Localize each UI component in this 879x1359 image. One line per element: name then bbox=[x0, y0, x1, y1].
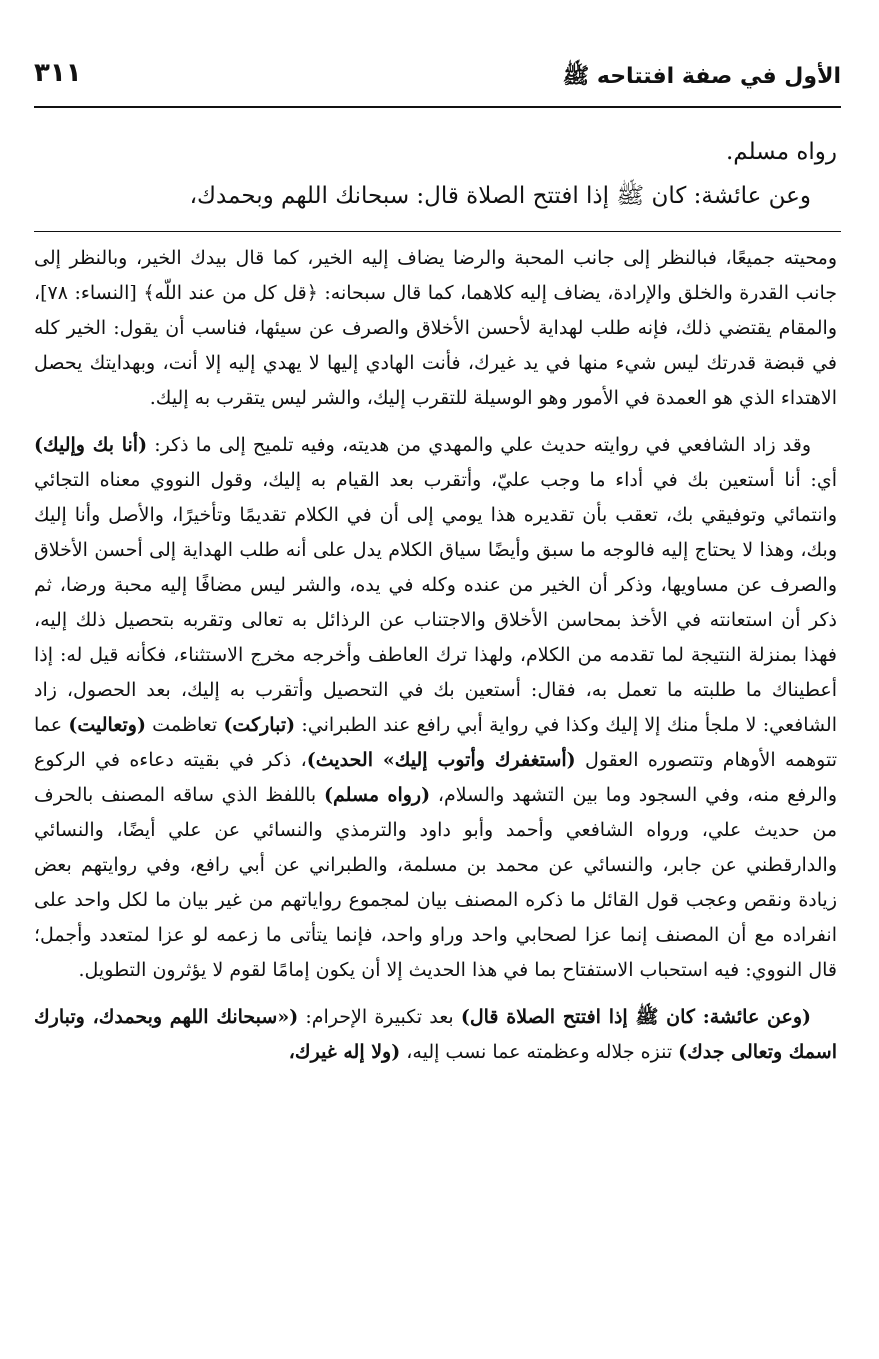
commentary-text: بعد تكبيرة الإحرام: bbox=[298, 1006, 461, 1028]
main-text-line: رواه مسلم. bbox=[725, 139, 837, 165]
commentary-text: تعاظمت bbox=[145, 714, 224, 736]
header-divider bbox=[34, 106, 841, 108]
quoted-phrase: (وتعاليت) bbox=[68, 714, 146, 736]
commentary-text: باللفظ الذي ساقه المصنف بالحرف من حديث علي، ورواه الشافعي وأحمد وأبو داود والترمذي والنسائي عن علي أيضًا، والنسائي والدارقطني عن جابر، والنسائي عن محمد بن مسلمة، والطبراني عن أبي رافع، وفي روايتهم بعض زيادة ونقص وعجب قول القائل ما ذكره المصنف بيان لمجموع رواياتهم من غير بيان ما لكل واحد على انفراده مع أن المصنف إنما عزا لصحابي واحد وراو واحد، فإنما يتأتى ما زعمه لو عزا لمتعدد وأجمل؛ قال النووي: فيه استحباب الاستفتاح بما في هذا الحديث إلا أن يكون إمامًا لقوم لا يؤثرون التطويل. bbox=[34, 784, 837, 981]
commentary-text: ، ذكر في بقيته دعاءه في الركوع والرفع منه، وفي السجود وما بين التشهد والسلام، bbox=[34, 749, 837, 806]
commentary-text: عما تتوهمه الأوهام وتتصوره العقول bbox=[34, 714, 837, 771]
running-title: الأول في صفة افتتاحه ﷺ bbox=[562, 64, 841, 89]
quoted-phrase: (وعن عائشة: كان ﷺ إذا افتتح الصلاة قال) bbox=[460, 1006, 811, 1028]
quoted-phrase: (تباركت) bbox=[223, 714, 296, 736]
page-header bbox=[34, 58, 841, 104]
quoted-phrase: (أستغفرك وأتوب إليك» الحديث) bbox=[306, 749, 576, 771]
main-text bbox=[34, 130, 837, 218]
commentary-text: تنزه جلاله وعظمته عما نسب إليه، bbox=[400, 1041, 679, 1063]
page-number: ٣١١ bbox=[34, 58, 82, 88]
commentary-paragraph-2 bbox=[34, 428, 837, 988]
commentary-paragraph-1: ومحيته جميعًا، فبالنظر إلى جانب المحبة والرضا يضاف إليه الخير، كما قال بيدك الخير، وبالنظر إلى جانب القدرة والخلق والإرادة، يضاف إليه كلاهما، كما قال سبحانه: ﴿قل كل من عند اللّه﴾ [النساء: ٧٨]، والمقام يقتضي ذلك، فإنه طلب لهداية لأحسن الأخلاق والصرف عن سيئها، فناسب أن يقول: الخير كله في قبضة قدرتك ليس شيء منها في يد غيرك، فأنت الهادي إليها لا يهدي إليه إلا أنت، وبهدايتك يحصل الاهتداء الذي هو العمدة في الأمور وهو الوسيلة للتقرب إليك، والشر ليس يتقرب به إليك. bbox=[34, 247, 837, 409]
quoted-phrase: (رواه مسلم) bbox=[324, 784, 431, 806]
commentary-text: وقد زاد الشافعي في روايته حديث علي والمهدي من هديته، وفيه تلميح إلى ما ذكر: bbox=[147, 434, 811, 456]
commentary-text: أي: أنا أستعين بك في أداء ما وجب عليّ، وأتقرب بعد القيام به إليك، وقول النووي معناه التجائي وانتمائي وتوفيقي بك، تعقب بأن تقديره هذا يومي إلى أن في الكلام تقديمًا وتأخيرًا، والأصل وأنا إليك وبك، وهذا لا يحتاج إليه فالوجه ما سبق وأيضًا سياق الكلام يدل على أنه طلب الهداية إلى أحسن الأخلاق والصرف عن مساويها، وذكر أن الخير من عنده وكله في يده، والشر ليس مضافًا إليه محبة ورضا، ثم ذكر أن استعانته في الأخذ بمحاسن الأخلاق والاجتناب عن الرذائل به تعالى وتقربه بتحصيل ذلك إليه، فهذا بمنزلة النتيجة لما تقدمه من الكلام، ولهذا ترك العاطف وأخرجه مخرج الاستثناء، فكأنه قيل له: إذا أعطيناك ما طلبته ما تعمل به، فقال: أستعين بك في التحصيل وأتقرب به إليك، بعد الحصول، زاد الشافعي: لا ملجأ منك إلا إليك وكذا في رواية أبي رافع عند الطبراني: bbox=[34, 469, 837, 736]
commentary bbox=[34, 241, 837, 1070]
quoted-phrase: («سبحانك اللهم وبحمدك، وتبارك اسمك وتعالى جدك) bbox=[34, 1006, 837, 1063]
hadith-intro: وعن عائشة: كان ﷺ إذا افتتح الصلاة قال: سبحانك اللهم وبحمدك، bbox=[189, 183, 811, 209]
quoted-phrase: (أنا بك وإليك) bbox=[34, 434, 148, 456]
footnote-divider bbox=[34, 231, 841, 232]
commentary-paragraph-3 bbox=[34, 1000, 837, 1070]
quoted-phrase: (ولا إله غيرك، bbox=[288, 1041, 401, 1063]
